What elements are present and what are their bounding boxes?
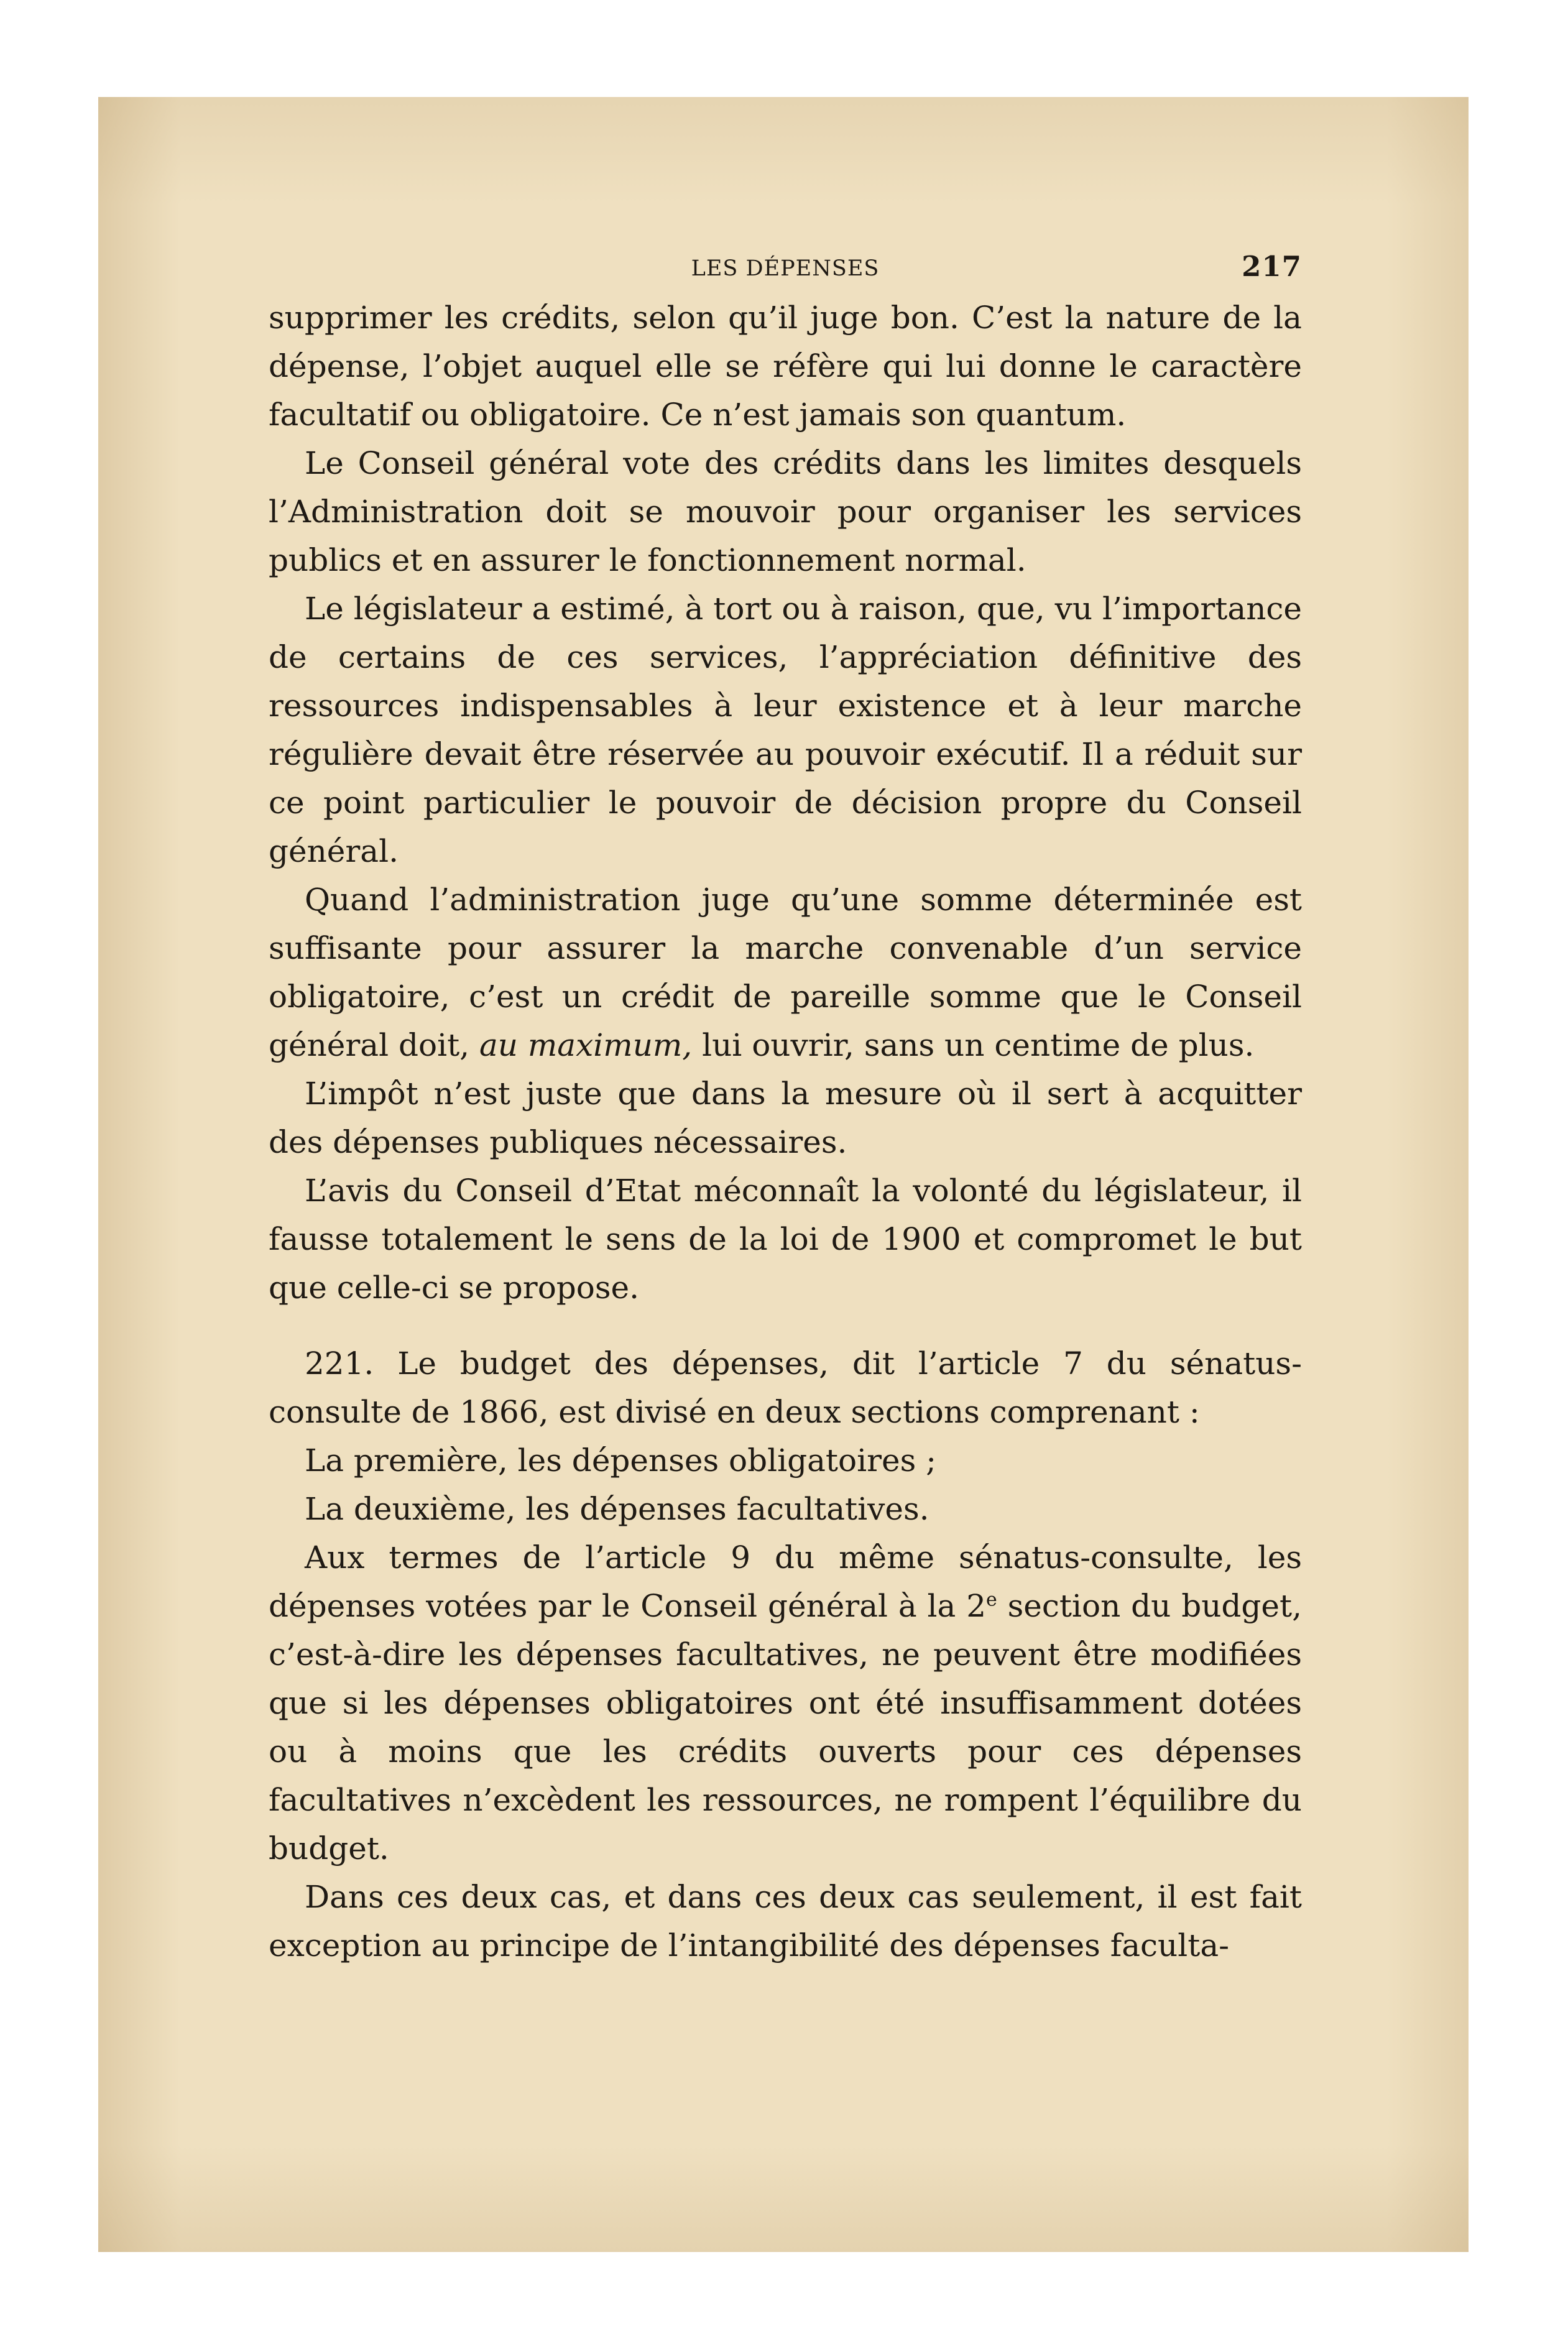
- paragraph-8-first-section: La première, les dépenses obligatoires ;: [305, 1442, 936, 1479]
- paragraph-3: Le législateur a estimé, à tort ou à raison, que, vu l’importance de certains de ces services, l’appréciation définitive des ressources indispensables à leur existence et à leur marche régulière devait être réservée au pouvoir exécutif. Il a réduit sur ce point particulier le pouvoir de décision propre du Conseil général.: [269, 591, 1302, 869]
- paragraph-5: L’impôt n’est juste que dans la mesure où il sert à acquitter des dépenses publiques nécessaires.: [269, 1076, 1302, 1160]
- paragraph-1: supprimer les crédits, selon qu’il juge bon. C’est la nature de la dépense, l’objet auquel elle se réfère qui lui donne le caractère facultatif ou obligatoire. Ce n’est jamais son quantum.: [269, 300, 1302, 433]
- page-content: [269, 250, 1302, 1970]
- paragraph-4-emphasis: au maximum,: [479, 1027, 693, 1063]
- running-header: [269, 250, 1302, 293]
- paragraph-2: Le Conseil général vote des crédits dans les limites desquels l’Administration doit se mouvoir pour organiser les services publics et en assurer le fonctionnement normal.: [269, 445, 1302, 578]
- paragraph-11: Dans ces deux cas, et dans ces deux cas seulement, il est fait exception au principe de l’intangibilité des dépenses faculta-: [269, 1879, 1302, 1964]
- paragraph-10-text-a: Aux termes de l’article 9 du même sénatus-consulte, les dépenses votées par le Conseil général à la 2: [269, 1539, 1302, 1624]
- running-title: LES DÉPENSES: [691, 256, 880, 281]
- paragraph-10: [269, 1533, 1302, 1873]
- paragraph-6: L’avis du Conseil d’Etat méconnaît la volonté du législateur, il fausse totalement le sens de la loi de 1900 et compromet le but que celle-ci se propose.: [269, 1173, 1302, 1306]
- paragraph-4: [269, 875, 1302, 1069]
- paragraph-4-text-b: lui ouvrir, sans un centime de plus.: [692, 1027, 1255, 1063]
- paragraph-10-superscript: e: [986, 1589, 997, 1611]
- paragraph-9-second-section: La deuxième, les dépenses facultatives.: [305, 1491, 929, 1527]
- paragraph-4-text-a: Quand l’administration juge qu’une somme déterminée est suffisante pour assurer la marche convenable d’un service obligatoire, c’est un crédit de pareille somme que le Conseil général doit,: [269, 882, 1302, 1063]
- scanned-page: [98, 97, 1469, 2252]
- page-number: 217: [1242, 250, 1302, 283]
- paragraph-10-text-b: section du budget, c’est-à-dire les dépenses facultatives, ne peuvent être modifiées que si les dépenses obligatoires ont été insuffisamment dotées ou à moins que les crédits ouverts pour ces dépenses facultatives n’excèdent les ressources, ne rompent l’équilibre du budget.: [269, 1588, 1302, 1867]
- paragraph-7-section-221: 221. Le budget des dépenses, dit l’article 7 du sénatus-consulte de 1866, est divisé en deux sections comprenant :: [269, 1345, 1302, 1430]
